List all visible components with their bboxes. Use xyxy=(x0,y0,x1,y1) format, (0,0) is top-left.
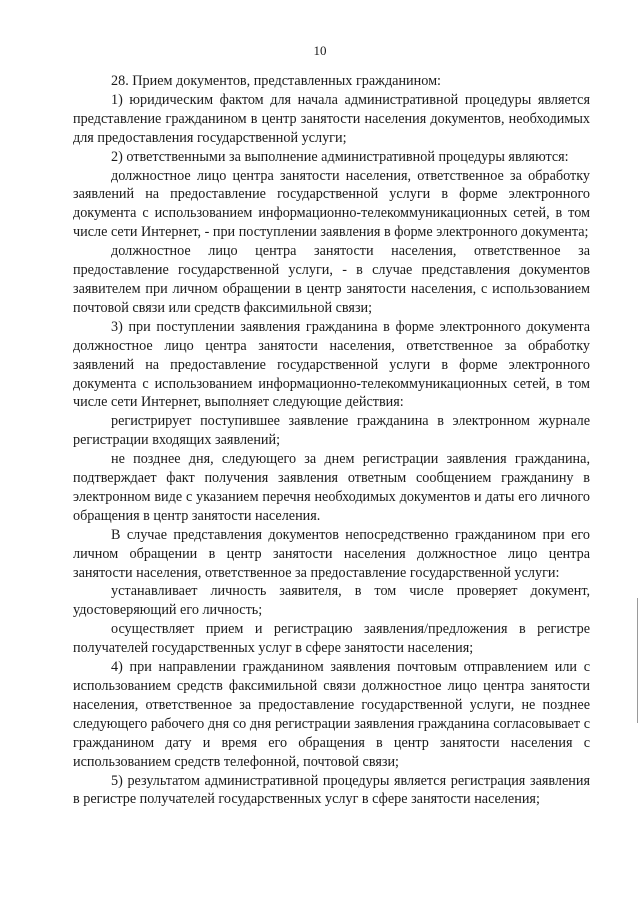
paragraph: 1) юридическим фактом для начала административной процедуры является представление гражданином в центр занятости населения документов, необходимых для предоставления государственной услуги; xyxy=(73,91,590,146)
scan-edge-mark xyxy=(637,598,638,723)
paragraph: 2) ответственными за выполнение административной процедуры являются: xyxy=(111,148,569,165)
paragraph: устанавливает личность заявителя, в том числе проверяет документ, удостоверяющий его личность; xyxy=(73,583,590,619)
paragraph: осуществляет прием и регистрацию заявления/предложения в регистре получателей государственных услуг в сфере занятости населения; xyxy=(73,621,590,657)
paragraph: регистрирует поступившее заявление гражданина в электронном журнале регистрации входящих заявлений; xyxy=(73,413,590,449)
paragraph: В случае представления документов непосредственно гражданином при его личном обращении в центр занятости населения должностное лицо центра занятости населения, ответственное за предоставление государственной услуги: xyxy=(73,526,590,581)
paragraph: 5) результатом административной процедуры является регистрация заявления в регистре получателей государственных услуг в сфере занятости населения; xyxy=(73,772,590,808)
paragraph: 4) при направлении гражданином заявления почтовым отправлением или с использованием средств факсимильной связи должностное лицо центра занятости населения, ответственное за предоставление государственной услуги, не позднее следующего рабочего дня со дня регистрации заявления гражданина согласовывает с гражданином дату и время его обращения в центр занятости населения с использованием средств телефонной, почтовой связи; xyxy=(73,659,590,770)
document-body xyxy=(73,72,590,809)
paragraph: не позднее дня, следующего за днем регистрации заявления гражданина, подтверждает факт получения заявления ответным сообщением гражданину в электронном виде с указанием перечня необходимых документов и даты его личного обращения в центр занятости населения. xyxy=(73,451,590,524)
paragraph: должностное лицо центра занятости населения, ответственное за предоставление государственной услуги, - в случае представления документов заявителем при личном обращении в центр занятости населения, с использованием почтовой связи или средств факсимильной связи; xyxy=(73,243,590,316)
paragraph: 3) при поступлении заявления гражданина в форме электронного документа должностное лицо центра занятости населения, ответственное за обработку заявлений на предоставление государственной услуги в форме электронного документа с использованием информационно-телекоммуникационных сетей, в том числе сети Интернет, выполняет следующие действия: xyxy=(73,318,590,411)
page-number: 10 xyxy=(313,43,327,58)
section-heading: 28. Прием документов, представленных гражданином: xyxy=(111,73,441,89)
paragraph: должностное лицо центра занятости населения, ответственное за обработку заявлений на предоставление государственной услуги в форме электронного документа с использованием информационно-телекоммуникационных сетей, в том числе сети Интернет, - при поступлении заявления в форме электронного документа; xyxy=(73,167,590,241)
